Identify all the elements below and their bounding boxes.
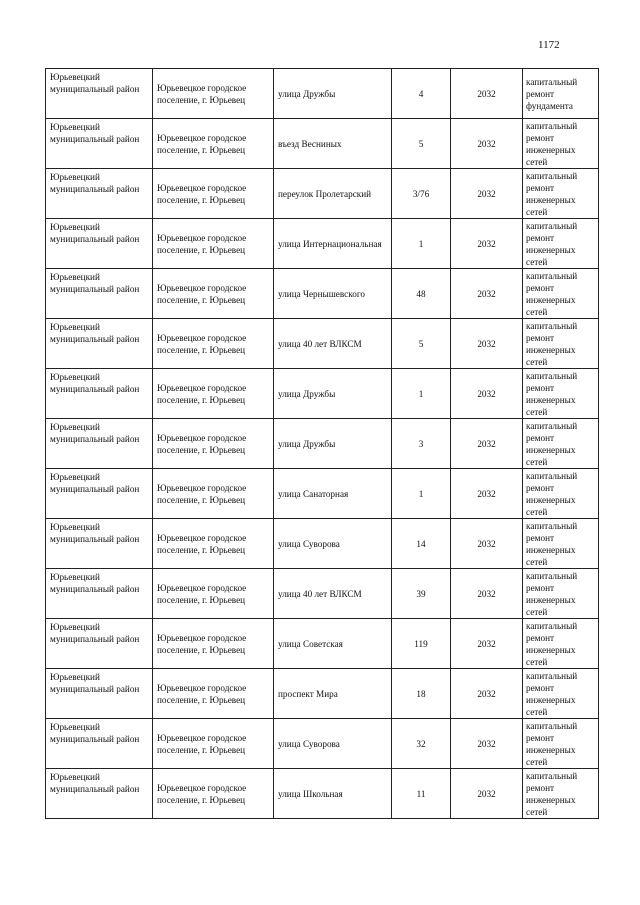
year-cell: 2032 bbox=[451, 619, 523, 669]
street-cell: улица Советская bbox=[274, 619, 392, 669]
settlement-cell: Юрьевецкое городское поселение, г. Юрьевец bbox=[153, 319, 274, 369]
street-cell: улица Суворова bbox=[274, 719, 392, 769]
work-type-cell: капитальный ремонт инженерных сетей bbox=[523, 669, 599, 719]
house-number-cell: 5 bbox=[392, 119, 451, 169]
repair-schedule-table bbox=[45, 68, 599, 819]
district-cell: Юрьевецкий муниципальный район bbox=[46, 519, 153, 569]
settlement-cell: Юрьевецкое городское поселение, г. Юрьевец bbox=[153, 269, 274, 319]
house-number-cell: 3 bbox=[392, 419, 451, 469]
district-cell: Юрьевецкий муниципальный район bbox=[46, 269, 153, 319]
table-row bbox=[46, 369, 599, 419]
district-cell: Юрьевецкий муниципальный район bbox=[46, 319, 153, 369]
house-number-cell: 1 bbox=[392, 469, 451, 519]
work-type-cell: капитальный ремонт инженерных сетей bbox=[523, 219, 599, 269]
district-cell: Юрьевецкий муниципальный район bbox=[46, 769, 153, 819]
house-number-cell: 3/76 bbox=[392, 169, 451, 219]
work-type-cell: капитальный ремонт инженерных сетей bbox=[523, 719, 599, 769]
settlement-cell: Юрьевецкое городское поселение, г. Юрьевец bbox=[153, 519, 274, 569]
house-number-cell: 119 bbox=[392, 619, 451, 669]
settlement-cell: Юрьевецкое городское поселение, г. Юрьевец bbox=[153, 669, 274, 719]
settlement-cell: Юрьевецкое городское поселение, г. Юрьевец bbox=[153, 169, 274, 219]
year-cell: 2032 bbox=[451, 169, 523, 219]
house-number-cell: 14 bbox=[392, 519, 451, 569]
year-cell: 2032 bbox=[451, 769, 523, 819]
table-row bbox=[46, 669, 599, 719]
settlement-cell: Юрьевецкое городское поселение, г. Юрьевец bbox=[153, 469, 274, 519]
district-cell: Юрьевецкий муниципальный район bbox=[46, 169, 153, 219]
work-type-cell: капитальный ремонт инженерных сетей bbox=[523, 119, 599, 169]
work-type-cell: капитальный ремонт инженерных сетей bbox=[523, 569, 599, 619]
work-type-cell: капитальный ремонт инженерных сетей bbox=[523, 369, 599, 419]
settlement-cell: Юрьевецкое городское поселение, г. Юрьевец bbox=[153, 719, 274, 769]
work-type-cell: капитальный ремонт инженерных сетей bbox=[523, 619, 599, 669]
house-number-cell: 32 bbox=[392, 719, 451, 769]
settlement-cell: Юрьевецкое городское поселение, г. Юрьевец bbox=[153, 219, 274, 269]
table-row bbox=[46, 469, 599, 519]
district-cell: Юрьевецкий муниципальный район bbox=[46, 669, 153, 719]
district-cell: Юрьевецкий муниципальный район bbox=[46, 119, 153, 169]
year-cell: 2032 bbox=[451, 669, 523, 719]
street-cell: улица Чернышевского bbox=[274, 269, 392, 319]
street-cell: проспект Мира bbox=[274, 669, 392, 719]
settlement-cell: Юрьевецкое городское поселение, г. Юрьевец bbox=[153, 569, 274, 619]
street-cell: улица Дружбы bbox=[274, 369, 392, 419]
table-row bbox=[46, 519, 599, 569]
house-number-cell: 18 bbox=[392, 669, 451, 719]
year-cell: 2032 bbox=[451, 419, 523, 469]
settlement-cell: Юрьевецкое городское поселение, г. Юрьевец bbox=[153, 369, 274, 419]
settlement-cell: Юрьевецкое городское поселение, г. Юрьевец bbox=[153, 69, 274, 119]
street-cell: улица Суворова bbox=[274, 519, 392, 569]
table-row bbox=[46, 619, 599, 669]
page-number: 1172 bbox=[538, 39, 560, 51]
year-cell: 2032 bbox=[451, 269, 523, 319]
year-cell: 2032 bbox=[451, 319, 523, 369]
district-cell: Юрьевецкий муниципальный район bbox=[46, 569, 153, 619]
table-row bbox=[46, 719, 599, 769]
district-cell: Юрьевецкий муниципальный район bbox=[46, 369, 153, 419]
street-cell: улица Интернациональная bbox=[274, 219, 392, 269]
work-type-cell: капитальный ремонт фундамента bbox=[523, 69, 599, 119]
table-row bbox=[46, 219, 599, 269]
table-row bbox=[46, 119, 599, 169]
house-number-cell: 1 bbox=[392, 369, 451, 419]
district-cell: Юрьевецкий муниципальный район bbox=[46, 69, 153, 119]
work-type-cell: капитальный ремонт инженерных сетей bbox=[523, 419, 599, 469]
table-row bbox=[46, 769, 599, 819]
district-cell: Юрьевецкий муниципальный район bbox=[46, 419, 153, 469]
street-cell: улица Дружбы bbox=[274, 419, 392, 469]
year-cell: 2032 bbox=[451, 519, 523, 569]
street-cell: улица 40 лет ВЛКСМ bbox=[274, 569, 392, 619]
work-type-cell: капитальный ремонт инженерных сетей bbox=[523, 769, 599, 819]
table-row bbox=[46, 419, 599, 469]
house-number-cell: 4 bbox=[392, 69, 451, 119]
table-row bbox=[46, 569, 599, 619]
settlement-cell: Юрьевецкое городское поселение, г. Юрьевец bbox=[153, 419, 274, 469]
year-cell: 2032 bbox=[451, 69, 523, 119]
year-cell: 2032 bbox=[451, 119, 523, 169]
table-row bbox=[46, 319, 599, 369]
year-cell: 2032 bbox=[451, 369, 523, 419]
table-row bbox=[46, 69, 599, 119]
year-cell: 2032 bbox=[451, 719, 523, 769]
settlement-cell: Юрьевецкое городское поселение, г. Юрьевец bbox=[153, 769, 274, 819]
work-type-cell: капитальный ремонт инженерных сетей bbox=[523, 169, 599, 219]
house-number-cell: 11 bbox=[392, 769, 451, 819]
work-type-cell: капитальный ремонт инженерных сетей bbox=[523, 319, 599, 369]
district-cell: Юрьевецкий муниципальный район bbox=[46, 619, 153, 669]
settlement-cell: Юрьевецкое городское поселение, г. Юрьевец bbox=[153, 619, 274, 669]
street-cell: въезд Весниных bbox=[274, 119, 392, 169]
house-number-cell: 48 bbox=[392, 269, 451, 319]
street-cell: улица Школьная bbox=[274, 769, 392, 819]
settlement-cell: Юрьевецкое городское поселение, г. Юрьевец bbox=[153, 119, 274, 169]
street-cell: улица Дружбы bbox=[274, 69, 392, 119]
street-cell: переулок Пролетарский bbox=[274, 169, 392, 219]
district-cell: Юрьевецкий муниципальный район bbox=[46, 469, 153, 519]
house-number-cell: 5 bbox=[392, 319, 451, 369]
table-body bbox=[46, 69, 599, 819]
house-number-cell: 39 bbox=[392, 569, 451, 619]
work-type-cell: капитальный ремонт инженерных сетей bbox=[523, 269, 599, 319]
work-type-cell: капитальный ремонт инженерных сетей bbox=[523, 469, 599, 519]
year-cell: 2032 bbox=[451, 469, 523, 519]
year-cell: 2032 bbox=[451, 219, 523, 269]
year-cell: 2032 bbox=[451, 569, 523, 619]
street-cell: улица 40 лет ВЛКСМ bbox=[274, 319, 392, 369]
street-cell: улица Санаторная bbox=[274, 469, 392, 519]
work-type-cell: капитальный ремонт инженерных сетей bbox=[523, 519, 599, 569]
district-cell: Юрьевецкий муниципальный район bbox=[46, 219, 153, 269]
district-cell: Юрьевецкий муниципальный район bbox=[46, 719, 153, 769]
table-row bbox=[46, 169, 599, 219]
house-number-cell: 1 bbox=[392, 219, 451, 269]
table-row bbox=[46, 269, 599, 319]
